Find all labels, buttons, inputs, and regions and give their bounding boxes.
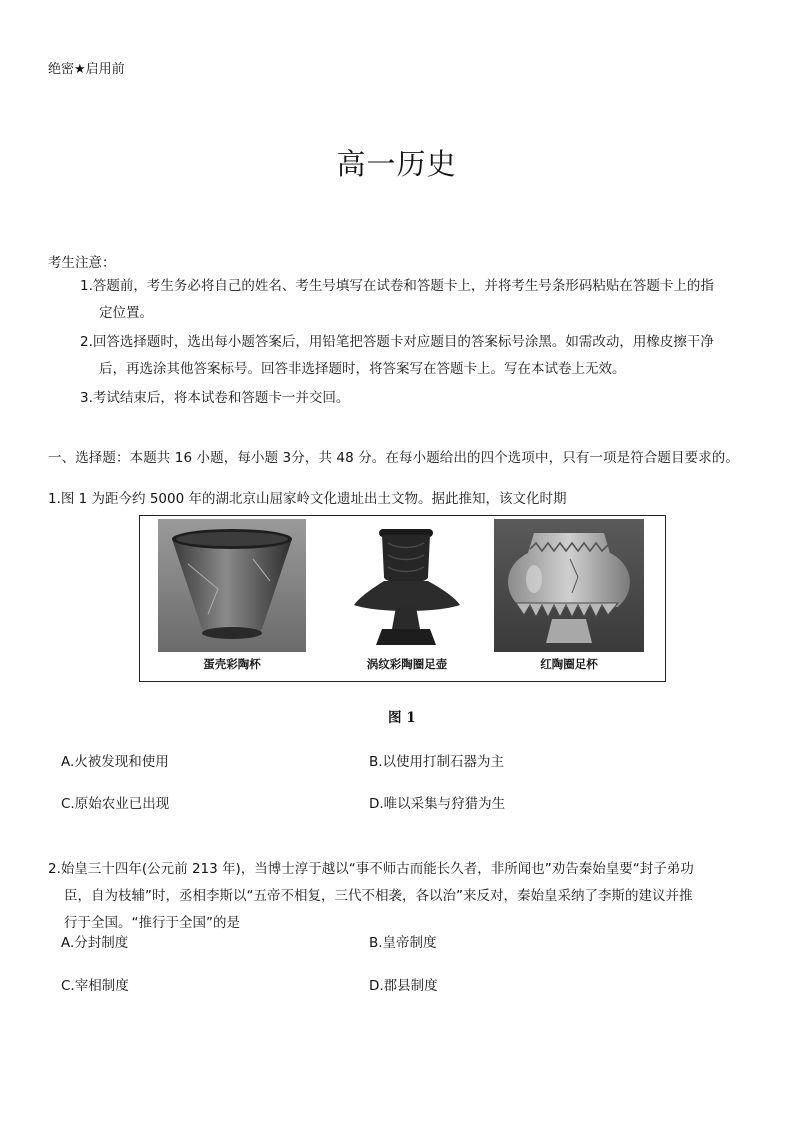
section-heading: 一、选择题：本题共 16 小题，每小题 3分，共 48 分。在每小题给出的四个选项中，只有一项是符合题目要求的。 (48, 450, 739, 466)
notice-item-2-line-1: 2.回答选择题时，选出每小题答案后，用铅笔把答题卡对应题目的答案标号涂黑。如需改动，用橡皮擦干净 (80, 334, 714, 350)
q2-option-a: A.分封制度 (61, 935, 129, 951)
figure-1 (139, 515, 666, 682)
question-2-line-3: 行于全国。“推行于全国”的是 (64, 915, 240, 931)
q1-option-c: C.原始农业已出现 (61, 796, 170, 812)
q2-option-d: D.郡县制度 (369, 978, 438, 994)
notice-item-1-line-1: 1.答题前，考生务必将自己的姓名、考生号填写在试卷和答题卡上，并将考生号条形码粘贴在答题卡上的指 (80, 278, 714, 294)
confidential-label: 绝密★启用前 (48, 62, 125, 77)
q1-option-b: B.以使用打制石器为主 (369, 754, 505, 770)
q1-option-d: D.唯以采集与狩猎为生 (369, 796, 506, 812)
notice-item-2 (80, 329, 750, 383)
question-1-stem: 1.图 1 为距今约 5000 年的湖北京山屈家岭文化遗址出土文物。据此推知，该文化时期 (48, 491, 567, 507)
notice-item-1-line-2: 定位置。 (99, 305, 153, 321)
q2-option-c: C.宰相制度 (61, 978, 129, 994)
question-2-line-1: 2.始皇三十四年(公元前 213 年)，当博士淳于越以“事不师古而能长久者，非所闻也”劝告秦始皇要“封子弟功 (48, 861, 694, 877)
page-title: 高一历史 (336, 147, 457, 181)
figure-caption-1: 蛋壳彩陶杯 (203, 657, 261, 671)
notice-heading: 考生注意： (48, 255, 116, 271)
eggshell-cup-photo (158, 519, 306, 652)
swirl-pot-photo (332, 519, 482, 652)
figure-caption-3: 红陶圈足杯 (540, 657, 598, 671)
q1-option-a: A.火被发现和使用 (61, 754, 169, 770)
figure-label: 图 1 (388, 710, 416, 726)
notice-item-2-line-2: 后，再选涂其他答案标号。回答非选择题时，将答案写在答题卡上。写在本试卷上无效。 (99, 361, 626, 377)
question-2-line-2: 臣，自为枝辅”时，丞相李斯以“五帝不相复，三代不相袭，各以治”来反对，秦始皇采纳了李斯的建议并推 (64, 888, 693, 904)
question-2-stem (48, 856, 754, 937)
figure-caption-2: 涡纹彩陶圈足壶 (366, 657, 448, 671)
red-ring-foot-cup-photo (494, 519, 644, 652)
notice-item-1 (80, 273, 750, 327)
q2-option-b: B.皇帝制度 (369, 935, 437, 951)
notice-item-3: 3.考试结束后，将本试卷和答题卡一并交回。 (80, 390, 350, 406)
